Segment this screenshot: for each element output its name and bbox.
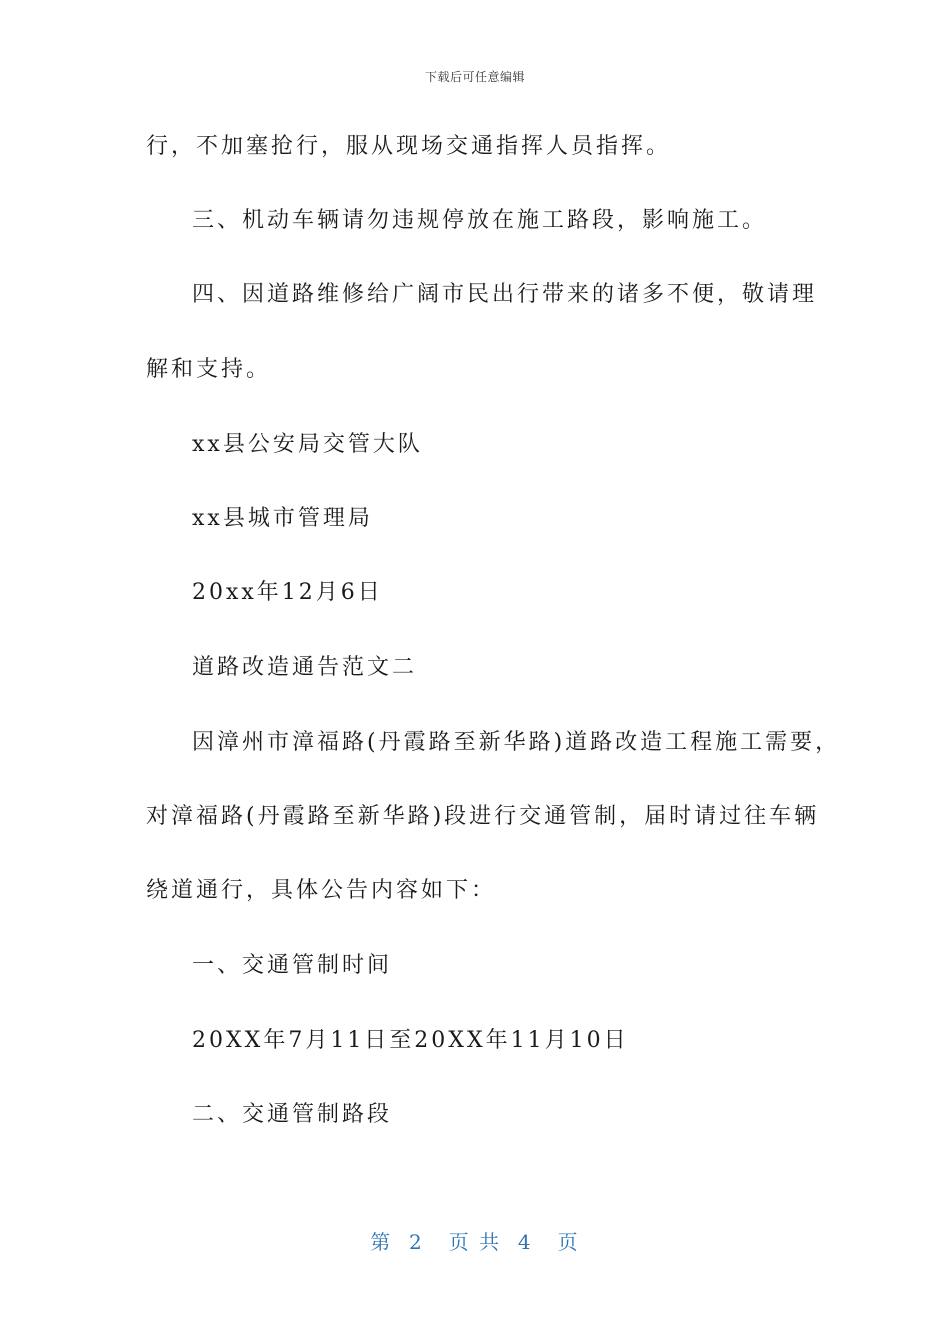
signature-line: xx县公安局交管大队 (192, 432, 423, 457)
paragraph-line: 绕道通行，具体公告内容如下： (146, 878, 497, 903)
paragraph-line: 20XX年7月11日至20XX年11月10日 (192, 1028, 629, 1053)
paragraph-line: 因漳州市漳福路(丹霞路至新华路)道路改造工程施工需要， (192, 730, 841, 755)
section-title: 道路改造通告范文二 (192, 655, 418, 680)
paragraph-line: 对漳福路(丹霞路至新华路)段进行交通管制，届时请过往车辆 (146, 804, 820, 829)
list-heading: 一、交通管制时间 (192, 953, 393, 978)
header-note: 下载后可任意编辑 (424, 70, 525, 84)
signature-line: xx县城市管理局 (192, 506, 373, 531)
paragraph-line: 三、机动车辆请勿违规停放在施工路段，影响施工。 (192, 208, 768, 233)
paragraph-line: 四、因道路维修给广阔市民出行带来的诸多不便，敬请理 (192, 282, 818, 307)
paragraph-line: 解和支持。 (146, 357, 272, 382)
paragraph-line: 行，不加塞抢行，服从现场交通指挥人员指挥。 (146, 134, 672, 159)
date-line: 20xx年12月6日 (192, 580, 383, 605)
page-number-footer: 第 2 页 共 4 页 (370, 1230, 580, 1254)
list-heading: 二、交通管制路段 (192, 1102, 393, 1127)
